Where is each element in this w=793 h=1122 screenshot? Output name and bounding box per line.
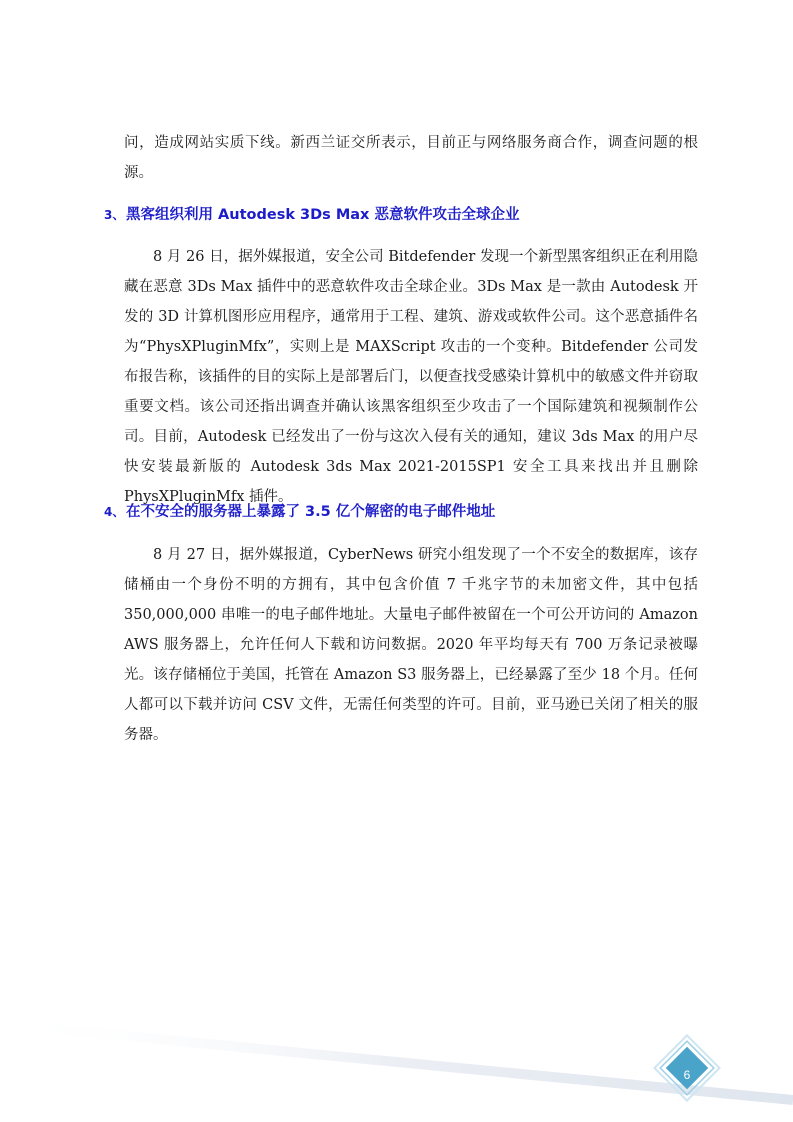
footer-decoration <box>0 1000 793 1122</box>
section-3-number: 3、 <box>104 208 125 222</box>
section-4-body: 8 月 27 日，据外媒报道，CyberNews 研究小组发现了一个不安全的数据库，该存储桶由一个身份不明的方拥有，其中包含价值 7 千兆字节的未加密文件，其中包括 350,000,000 串唯一的电子邮件地址。大量电子邮件被留在一个可公开访问的 Amazon AWS 服务器上，允许任何人下载和访问数据。2020 年平均每天有 700 万条记录被曝光。该存储桶位于美国，托管在 Amazon S3 服务器上，已经暴露了至少 18 个月。任何人都可以下载并访问 CSV 文件，无需任何类型的许可。目前，亚马逊已关闭了相关的服务器。 <box>124 547 698 743</box>
section-3-body: 8 月 26 日，据外媒报道，安全公司 Bitdefender 发现一个新型黑客组织正在利用隐藏在恶意 3Ds Max 插件中的恶意软件攻击全球企业。3Ds Max 是一款由 Autodesk 开发的 3D 计算机图形应用程序，通常用于工程、建筑、游戏或软件公司。这个恶意插件名为“PhysXPluginMfx”，实则上是 MAXScript 攻击的一个变种。Bitdefender 公司发布报告称，该插件的目的实际上是部署后门，以便查找受感染计算机中的敏感文件并窃取重要文档。该公司还指出调查并确认该黑客组织至少攻击了一个国际建筑和视频制作公司。目前，Autodesk 已经发出了一份与这次入侵有关的通知，建议 3ds Max 的用户尽快安装最新版的 Autodesk 3ds Max 2021-2015SP1 安全工具来找出并且删除 PhysXPluginMfx 插件。 <box>124 249 698 505</box>
intro-paragraph: 问，造成网站实质下线。新西兰证交所表示，目前正与网络服务商合作，调查问题的根源。 <box>124 135 698 181</box>
section-3-heading <box>104 203 724 227</box>
section-4-number: 4、 <box>104 505 125 519</box>
page-number: 6 <box>683 1068 691 1082</box>
section-4-heading <box>104 500 724 524</box>
section-3-title: 黑客组织利用 Autodesk 3Ds Max 恶意软件攻击全球企业 <box>126 207 520 223</box>
section-4-title: 在不安全的服务器上暴露了 3.5 亿个解密的电子邮件地址 <box>126 504 496 520</box>
